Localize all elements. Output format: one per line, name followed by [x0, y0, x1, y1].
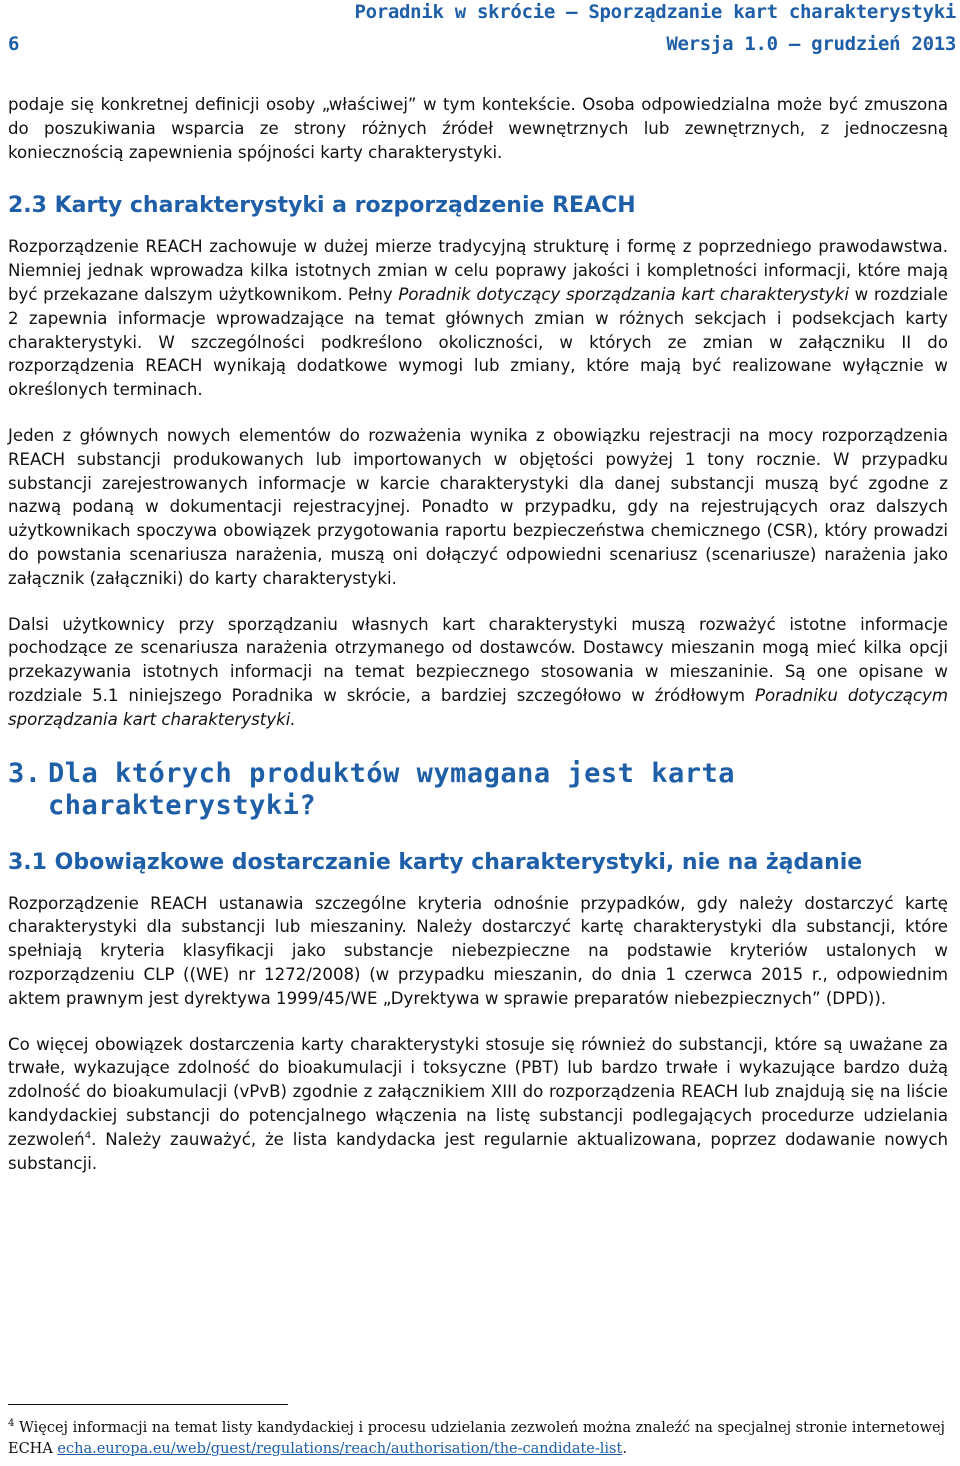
candidate-list-link[interactable]: echa.europa.eu/web/guest/regulations/reach/authorisation/the-candidate-list: [57, 1441, 623, 1457]
paragraph-downstream-users: Dalsi użytkownicy przy sporządzaniu własnych kart charakterystyki muszą rozważyć istotne informacje pochodzące ze scenariusza narażenia otrzymanego od dostawców. Dostawcy mieszanin mogą mieć kilka opcji przekazywania istotnych informacji na temat bezpiecznego stosowania w mieszaninie. Są one opisane w rozdziale 5.1 niniejszego Poradnika w skrócie, a bardziej szczegółowo w źródłowym Poradniku dotyczącym sporządzania kart charakterystyki.: [8, 614, 948, 729]
footnote: $^4$ Więcej informacji na temat listy kandydackiej i procesu udzielania zezwoleń można znaleźć na specjalnej stronie internetowej ECHA echa.europa.eu/web/guest/regulations/reach/authorisation/the-candidate-list.: [8, 1418, 946, 1457]
document-version: Wersja 1.0 – grudzień 2013: [666, 33, 956, 55]
document-title: Poradnik w skrócie – Sporządzanie kart charakterystyki: [354, 1, 956, 23]
page-number: 6: [8, 33, 20, 55]
footnote-reference[interactable]: 4: [84, 1130, 92, 1142]
guidance-reference: Poradniku dotyczącym sporządzania kart charakterystyki.: [8, 685, 948, 729]
paragraph-pbt-vpvb: Co więcej obowiązek dostarczenia karty charakterystyki stosuje się również do substancji, które są uważane za trwałe, wykazujące zdolność do bioakumulacji i toksyczne (PBT) lub bardzo trwałe i wykazujące bardzo dużą zdolność do bioakumulacji (vPvB) zgodnie z załącznikiem XIII do rozporządzenia REACH lub znajdują się na liście kandydackiej substancji do potencjalnego włączenia na listę substancji podlegających procedurze udzielania zezwoleń$^4$. Należy zauważyć, że lista kandydacka jest regularnie aktualizowana, poprzez dodawanie nowych substancji.: [8, 1034, 948, 1173]
section-heading-2-3: 2.3 Karty charakterystyki a rozporządzenie REACH: [8, 193, 636, 219]
page-body: [8, 93, 948, 1175]
footnote-number: 4: [8, 1418, 15, 1430]
paragraph-registration: Jeden z głównych nowych elementów do rozważenia wynika z obowiązku rejestracji na mocy rozporządzenia REACH substancji produkowanych lub importowanych w objętości powyżej 1 tony rocznie. W przypadku substancji zarejestrowanych informacje w karcie charakterystyki dla danej substancji muszą być zgodne z nazwą podaną w dokumentacji rejestracyjnej. Ponadto w przypadku, gdy na rejestrujących oraz dalszych użytkownikach spoczywa obowiązek przygotowania raportu bezpieczeństwa chemicznego (CSR), który prowadzi do powstania scenariusza narażenia, muszą oni dołączyć odpowiedni scenariusz (scenariusze) narażenia jako załącznik (załączniki) do karty charakterystyki.: [8, 425, 948, 588]
paragraph-reach-changes: Rozporządzenie REACH zachowuje w dużej mierze tradycyjną strukturę i formę z poprzedniego prawodawstwa. Niemniej jednak wprowadza kilka istotnych zmian w celu poprawy jakości i kompletności informacji, które mają być przekazane dalszym użytkownikom. Pełny Poradnik dotyczący sporządzania kart charakterystyki w rozdziale 2 zapewnia informacje wprowadzające na temat głównych zmian w różnych sekcjach i podsekcjach karty charakterystyki. W szczególności podkreślono okoliczności, w których ze zmian w załączniku II do rozporządzenia REACH wynikają dodatkowe wymogi lub zmiany, które mają być realizowane wyłącznie w określonych terminach.: [8, 237, 948, 400]
footnote-divider: [8, 1404, 288, 1405]
page-header: [0, 0, 960, 62]
paragraph-continuation: podaje się konkretnej definicji osoby „właściwej” w tym kontekście. Osoba odpowiedzialna może być zmuszona do poszukiwania wsparcia ze strony różnych źródeł wewnętrznych lub zewnętrznych, z jednoczesną koniecznością zapewnienia spójności karty charakterystyki.: [8, 95, 948, 162]
paragraph-mandatory-sds: Rozporządzenie REACH ustanawia szczególne kryteria odnośnie przypadków, gdy należy dostarczyć kartę charakterystyki dla substancji lub mieszaniny. Należy dostarczyć kartę charakterystyki dla substancji, które spełniają kryteria klasyfikacji jako substancje niebezpieczne na podstawie kryteriów ustalonych w rozporządzeniu CLP ((WE) nr 1272/2008) (w przypadku mieszanin, do dnia 1 czerwca 2015 r., odpowiednim aktem prawnym jest dyrektywa 1999/45/WE „Dyrektywa w sprawie preparatów niebezpiecznych” (DPD)).: [8, 893, 948, 1008]
guidance-title: Poradnik dotyczący sporządzania kart charakterystyki: [398, 284, 850, 304]
section-heading-3-1: 3.1 Obowiązkowe dostarczanie karty charakterystyki, nie na żądanie: [8, 849, 863, 875]
section-heading-3: 3. Dla których produktów wymagana jest karta charakterystyki?: [8, 757, 735, 821]
